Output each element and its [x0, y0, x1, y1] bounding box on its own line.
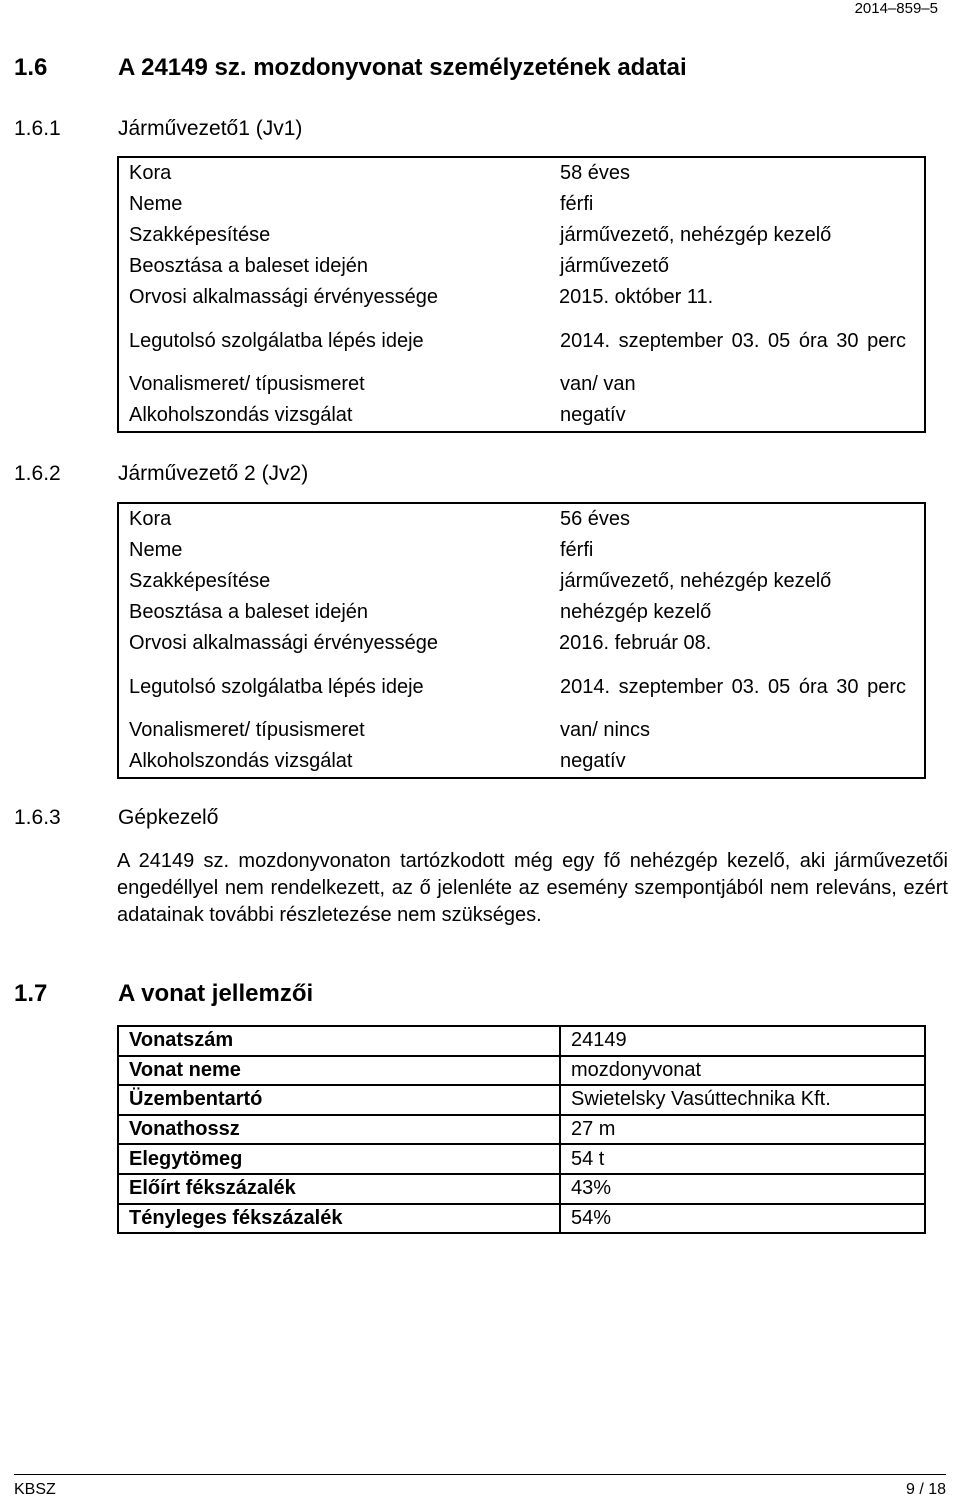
row-value: járművezető, nehézgép kezelő: [560, 224, 832, 246]
section-title: Gépkezelő: [118, 806, 219, 829]
row-label: Orvosi alkalmassági érvényessége: [129, 632, 439, 654]
row-value: nehézgép kezelő: [560, 601, 712, 623]
section-title: Járművezető1 (Jv1): [118, 117, 303, 140]
row-value: járművezető, nehézgép kezelő: [560, 570, 832, 592]
row-label: Kora: [129, 162, 172, 184]
table-row: [118, 1204, 925, 1234]
section-title: A vonat jellemzői: [118, 980, 314, 1007]
row-label: Vonalismeret/ típusismeret: [129, 373, 365, 395]
row-value: van/ nincs: [560, 719, 651, 741]
document-id: 2014–859–5: [854, 0, 938, 17]
row-value: negatív: [560, 750, 626, 772]
row-label: Vonat neme: [118, 1056, 560, 1086]
operator-paragraph: A 24149 sz. mozdonyvonaton tartózkodott még egy fő nehézgép kezelő, aki járművezetői engedéllyel nem rendelkezett, az ő jelenléte az esemény szempontjából nem releváns, ezért adatainak további részletezése nem szükséges.: [117, 850, 948, 926]
table-row: [119, 158, 924, 189]
row-value: Swietelsky Vasúttechnika Kft.: [560, 1085, 925, 1115]
footer-divider: [14, 1474, 946, 1475]
table-row: [119, 715, 924, 746]
row-label: Előírt fékszázalék: [118, 1174, 560, 1204]
table-row: [119, 369, 924, 400]
section-1-6-3-heading: [14, 806, 218, 830]
table-row: [119, 400, 924, 431]
row-value: 2015. október 11.: [559, 286, 714, 308]
row-value: mozdonyvonat: [560, 1056, 925, 1086]
table-row: [118, 1056, 925, 1086]
row-value: negatív: [560, 404, 626, 426]
row-label: Neme: [129, 539, 183, 561]
row-value: 2014. szeptember 03. 05 óra 30 perc: [560, 330, 906, 352]
row-label: Neme: [129, 193, 183, 215]
table-row: [118, 1026, 925, 1056]
footer-org: KBSZ: [14, 1481, 56, 1498]
section-1-6-1-heading: [14, 117, 302, 141]
section-number: 1.6.3: [14, 806, 61, 829]
row-value: 24149: [560, 1026, 925, 1056]
row-label: Alkoholszondás vizsgálat: [129, 750, 353, 772]
row-label: Legutolsó szolgálatba lépés ideje: [129, 329, 424, 352]
row-label: Orvosi alkalmassági érvényessége: [129, 286, 439, 308]
row-value: 54 t: [560, 1144, 925, 1174]
table-row: [119, 566, 924, 597]
row-value: 43%: [560, 1174, 925, 1204]
table-row: [119, 282, 924, 313]
row-label: Üzembentartó: [118, 1085, 560, 1115]
section-number: 1.6.2: [14, 462, 61, 485]
row-label: Tényleges fékszázalék: [118, 1204, 560, 1234]
train-characteristics-table: [117, 1025, 926, 1234]
row-label: Beosztása a baleset idején: [129, 255, 369, 277]
table-row: [119, 746, 924, 777]
table-row: [119, 251, 924, 282]
table-row: [118, 1115, 925, 1145]
row-value: 56 éves: [560, 508, 631, 530]
table-row: [119, 659, 924, 715]
row-label: Vonatszám: [118, 1026, 560, 1056]
table-row: [119, 504, 924, 535]
row-label: Beosztása a baleset idején: [129, 601, 369, 623]
row-label: Elegytömeg: [118, 1144, 560, 1174]
table-row: [118, 1174, 925, 1204]
row-label: Vonalismeret/ típusismeret: [129, 719, 365, 741]
section-number: 1.7: [14, 980, 48, 1007]
table-row: [119, 628, 924, 659]
row-value: 2014. szeptember 03. 05 óra 30 perc: [560, 676, 906, 698]
section-1-6-2-heading: [14, 462, 308, 486]
driver-2-table: [117, 502, 926, 779]
page-number: 9 / 18: [905, 1481, 946, 1498]
row-value: van/ van: [560, 373, 636, 395]
row-value: járművezető: [560, 255, 669, 277]
row-value: 54%: [560, 1204, 925, 1234]
table-row: [119, 313, 924, 369]
table-row: [118, 1144, 925, 1174]
section-1-6-heading: [14, 54, 687, 82]
row-label: Kora: [129, 508, 172, 530]
row-value: 58 éves: [560, 162, 631, 184]
row-value: 2016. február 08.: [559, 632, 712, 654]
table-row: [118, 1085, 925, 1115]
row-label: Szakképesítése: [129, 570, 271, 592]
row-label: Szakképesítése: [129, 224, 271, 246]
section-title: A 24149 sz. mozdonyvonat személyzetének adatai: [118, 54, 687, 81]
section-title: Járművezető 2 (Jv2): [118, 462, 309, 485]
section-number: 1.6.1: [14, 117, 61, 140]
section-1-7-heading: [14, 980, 313, 1008]
row-value: férfi: [560, 539, 594, 561]
driver-1-table: [117, 156, 926, 433]
row-value: 27 m: [560, 1115, 925, 1145]
table-row: [119, 189, 924, 220]
row-label: Vonathossz: [118, 1115, 560, 1145]
table-row: [119, 535, 924, 566]
row-value: férfi: [560, 193, 594, 215]
section-number: 1.6: [14, 54, 48, 81]
table-row: [119, 220, 924, 251]
row-label: Alkoholszondás vizsgálat: [129, 404, 353, 426]
table-row: [119, 597, 924, 628]
row-label: Legutolsó szolgálatba lépés ideje: [129, 675, 424, 698]
